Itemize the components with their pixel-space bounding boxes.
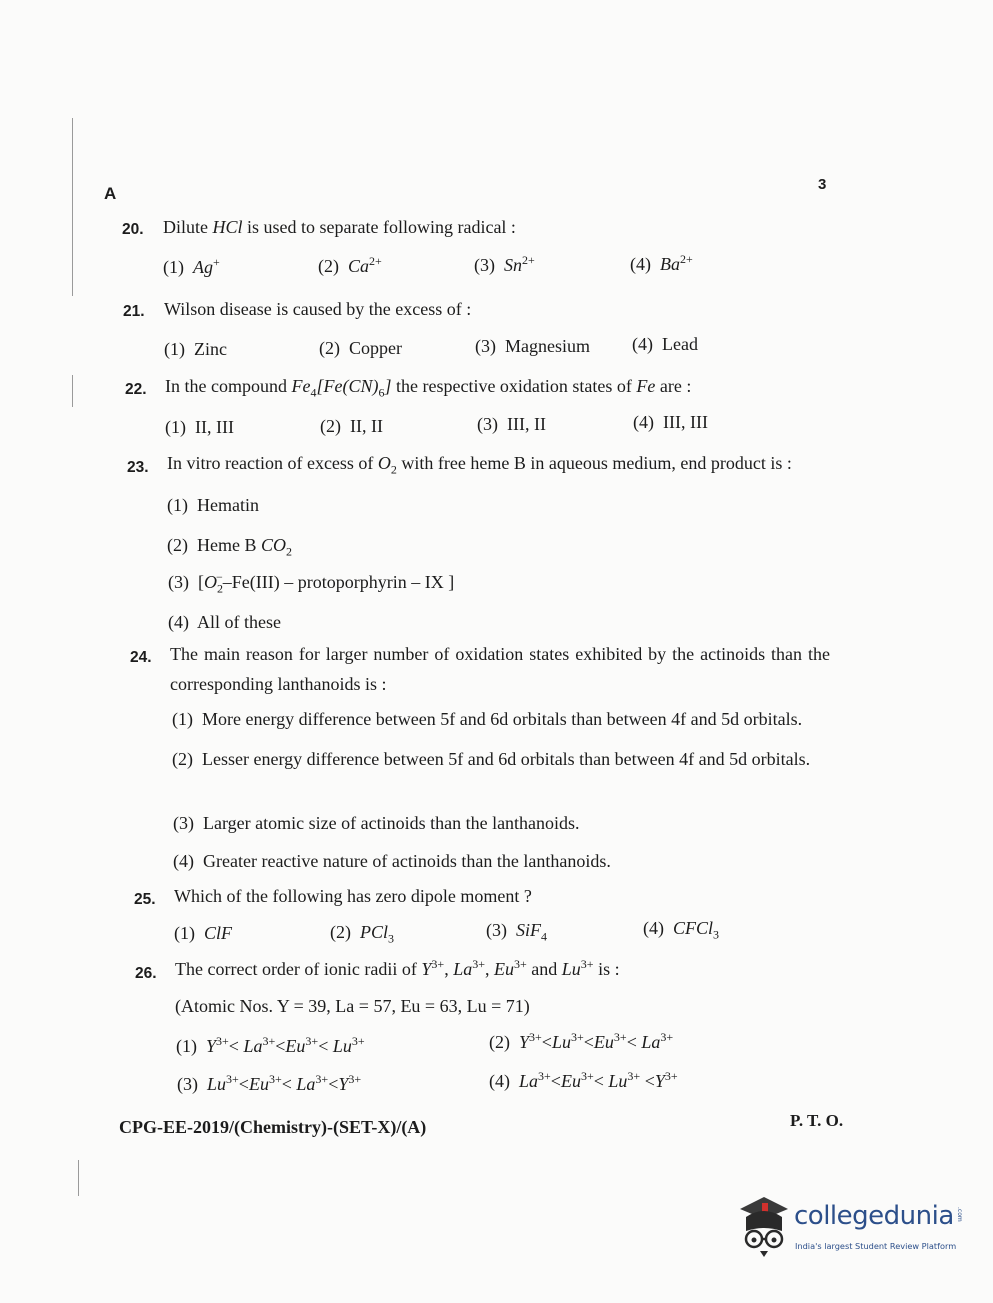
option-2: (2) PCl$_3$ <box>330 922 395 946</box>
option-2: (2) Copper <box>319 338 402 358</box>
question-number: 20. <box>122 221 144 238</box>
option-3: (3) [$O_2^--Fe(III)$ – protoporphyrin – IX ] <box>168 570 455 596</box>
question-text: The correct order of ionic radii of $Y^{3+}$, $La^{3+}$, $Eu^{3+}$ and $Lu^{3+}$ is : <box>175 957 620 979</box>
question-text: In the compound $Fe_4[Fe(CN)_6]$ the respective oxidation states of Fe are : <box>165 376 692 400</box>
scan-margin-line <box>72 118 73 296</box>
option-4: (4) Lead <box>632 334 698 354</box>
option-4: (4) $La^{3+}<Eu^{3+}< Lu^{3+} <Y^{3+}$ <box>489 1069 678 1091</box>
question-note: (Atomic Nos. Y = 39, La = 57, Eu = 63, Lu = 71) <box>175 996 530 1016</box>
option-2: (2) $Y^{3+}<Lu^{3+}<Eu^{3+}< La^{3+}$ <box>489 1030 674 1052</box>
question-text: Which of the following has zero dipole moment ? <box>174 886 532 906</box>
question-text: Dilute HCl is used to separate following radical : <box>163 217 516 237</box>
student-mascot-icon <box>734 1195 792 1257</box>
option-1: (1) More energy difference between 5f and 6d orbitals than between 4f and 5d orbitals. <box>172 709 803 729</box>
question-text: Wilson disease is caused by the excess of : <box>164 299 472 319</box>
logo-wordmark: collegedunia <box>794 1201 954 1231</box>
question-number: 23. <box>127 459 149 476</box>
option-3: (3) $Sn^{2+}$ <box>474 253 535 275</box>
question-text: In vitro reaction of excess of $O_2$ with free heme B in aqueous medium, end product is : <box>167 453 792 477</box>
question-number: 26. <box>135 965 157 982</box>
option-3: (3) Larger atomic size of actinoids than the lanthanoids. <box>173 813 580 833</box>
option-1: (1) ClF <box>174 923 233 943</box>
option-4: (4) CFCl$_3$ <box>643 918 720 942</box>
option-1: (1) Zinc <box>164 339 227 359</box>
option-1: (1) $Y^{3+}< La^{3+}<Eu^{3+}< Lu^{3+}$ <box>176 1034 365 1056</box>
option-1: (1) Hematin <box>167 495 259 515</box>
question-text: The main reason for larger number of oxidation states exhibited by the actinoids than the corresponding lanthanoids is : <box>170 644 830 694</box>
page-number: 3 <box>818 176 827 193</box>
option-2: (2) II, II <box>320 416 383 436</box>
logo-tagline: India's largest Student Review Platform <box>795 1241 957 1251</box>
question-number: 24. <box>130 649 152 666</box>
option-1: (1) Ag+ <box>163 255 220 277</box>
scan-margin-line <box>72 375 73 407</box>
question-number: 21. <box>123 303 145 320</box>
option-2: (2) Heme B $CO_2$ <box>167 535 292 559</box>
option-4: (4) $Ba^{2+}$ <box>630 252 693 274</box>
option-4: (4) Greater reactive nature of actinoids than the lanthanoids. <box>173 851 611 871</box>
option-2: (2) Lesser energy difference between 5f and 6d orbitals than between 4f and 5d orbitals. <box>172 749 811 769</box>
option-3: (3) Magnesium <box>475 336 590 356</box>
collegedunia-logo <box>734 1195 964 1260</box>
option-1: (1) II, III <box>165 417 234 437</box>
logo-suffix: .com <box>956 1207 963 1222</box>
option-4: (4) All of these <box>168 612 281 632</box>
option-4: (4) III, III <box>633 412 708 432</box>
option-3: (3) $Lu^{3+}<Eu^{3+}< La^{3+}<Y^{3+}$ <box>177 1072 362 1094</box>
pto-label: P. T. O. <box>790 1111 844 1130</box>
option-2: (2) $Ca^{2+}$ <box>318 254 382 276</box>
set-label: A <box>104 184 117 203</box>
option-3: (3) III, II <box>477 414 546 434</box>
scan-margin-line <box>78 1160 79 1196</box>
option-3: (3) SiF$_4$ <box>486 920 547 944</box>
question-number: 25. <box>134 891 156 908</box>
question-number: 22. <box>125 381 147 398</box>
footer-code: CPG-EE-2019/(Chemistry)-(SET-X)/(A) <box>119 1117 427 1137</box>
